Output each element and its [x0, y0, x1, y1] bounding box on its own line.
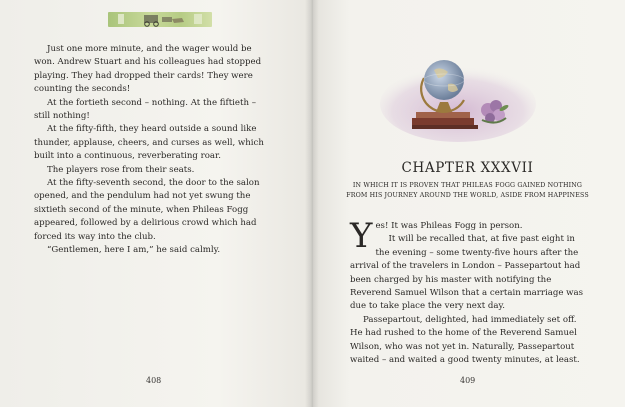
opening-text: es! It was Phileas Fogg in person. [375, 221, 523, 231]
chapter-subtitle-line: IN WHICH IT IS PROVEN THAT PHILEAS FOGG GAINED NOTHING [352, 182, 583, 189]
chapter-subtitle-line: FROM HIS JOURNEY AROUND THE WORLD, ASIDE FROM HAPPINESS [346, 192, 589, 199]
paragraph: At the fifty-seventh second, the door to the salon opened, and the pendulum had not yet swung the sixtieth second of the minute, when Phileas Fogg appeared, followed by a delirious crowd which had forced its way into the club. [34, 178, 260, 242]
paragraph: Passepartout, delighted, had immediately set off. He had rushed to the home of the Reverend Samuel Wilson, who was not yet in. Naturally, Passepartout waited – and waited a good twenty minutes, at least. [350, 314, 580, 366]
paragraph: At the fortieth second – nothing. At the fiftieth – still nothing! [34, 97, 257, 122]
drop-cap: Y [350, 216, 373, 256]
globe-illustration [378, 48, 538, 144]
paragraph: The players rose from their seats. [47, 164, 195, 175]
right-page-text [350, 216, 588, 367]
paragraph: At the fifty-fifth, they heard outside a sound like thunder, applause, cheers, and curses as well, which built into a continuous, reverberating roar. [34, 124, 264, 162]
carriage-scene-icon [108, 12, 212, 27]
page-number-right: 409 [460, 376, 476, 385]
paragraph: “Gentlemen, here I am,” he said calmly. [47, 245, 221, 256]
chapter-subtitle [330, 181, 605, 201]
left-page-text [34, 43, 274, 258]
book-gutter [305, 0, 319, 407]
page-number-left: 408 [146, 376, 162, 385]
globe-and-books-icon [378, 48, 538, 144]
paragraph: Just one more minute, and the wager would be won. Andrew Stuart and his colleagues had stopped playing. They had dropped their cards! They were counting the seconds! [34, 44, 262, 95]
header-illustration [108, 12, 212, 27]
paragraph: It will be recalled that, at five past eight in the evening – some twenty-five hours after the arrival of the travelers in London – Passepartout had been charged by his master with notifying the Reverend Samuel Wilson that a certain marriage was due to take place the very next day. [350, 234, 584, 312]
left-page [0, 0, 312, 407]
opening-paragraph [350, 216, 588, 256]
chapter-title: CHAPTER XXXVII [401, 160, 534, 176]
